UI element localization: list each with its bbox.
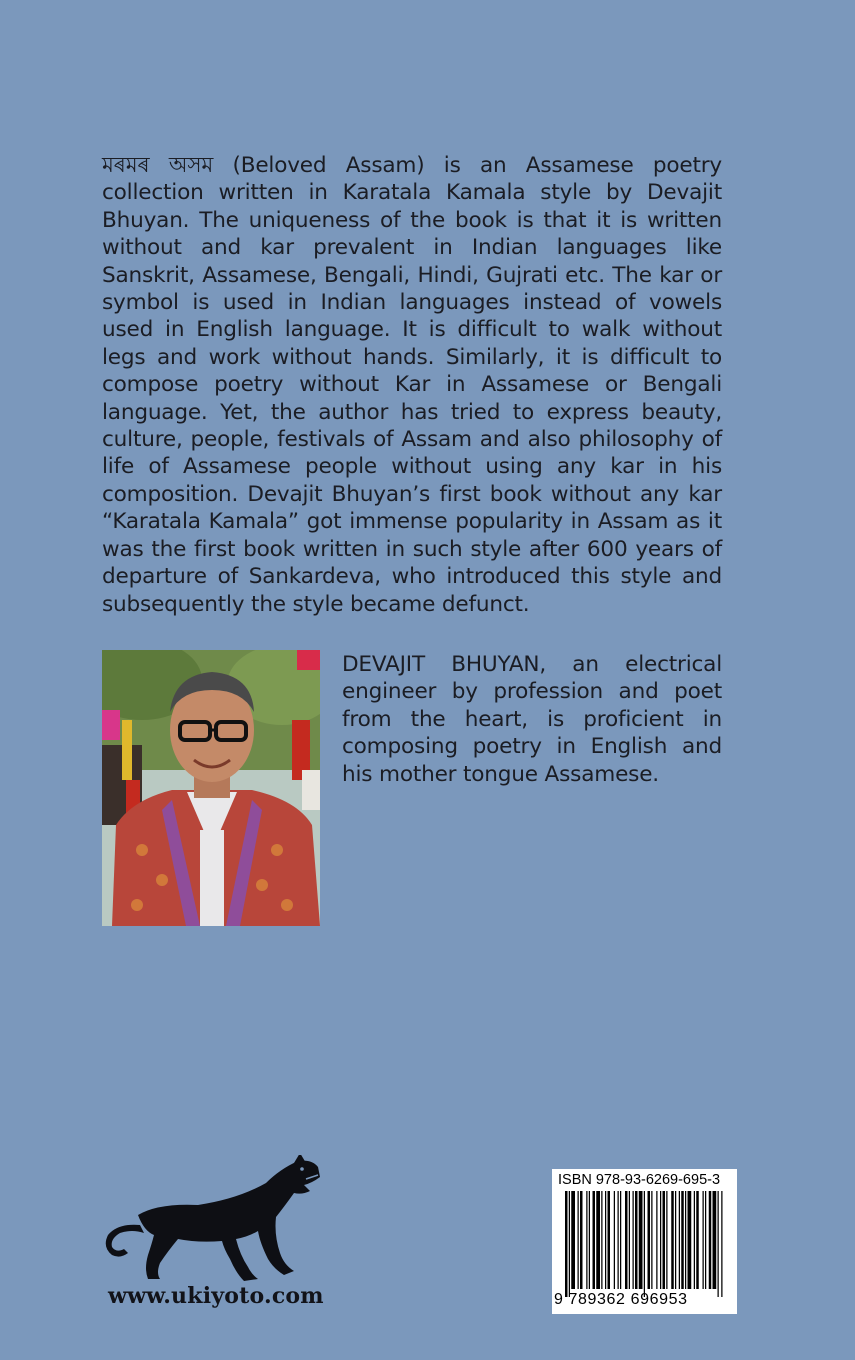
panther-icon: [98, 1155, 328, 1285]
barcode-bar: [666, 1191, 667, 1289]
barcode-bar: [620, 1191, 621, 1289]
barcode-bar: [593, 1191, 596, 1289]
barcode-bar: [644, 1191, 645, 1297]
barcode-bars: [565, 1191, 725, 1297]
barcode-bar: [648, 1191, 651, 1289]
barcode-bar: [589, 1191, 590, 1289]
barcode-bar: [601, 1191, 602, 1289]
barcode-bar: [605, 1191, 606, 1289]
barcode-bar: [718, 1191, 719, 1297]
barcode-bar: [633, 1191, 634, 1289]
barcode-bar: [681, 1191, 684, 1289]
isbn-label: ISBN 978-93-6269-695-3: [558, 1172, 721, 1188]
barcode-bar: [651, 1191, 652, 1289]
barcode-bar: [679, 1191, 680, 1289]
barcode-bar: [703, 1191, 704, 1289]
isbn-digits: 9 789362 696953: [554, 1291, 688, 1308]
book-description: মৰমৰ অসম (Beloved Assam) is an Assamese poetry collection written in Karatala Kamala style by Devajit Bhuyan. The uniqueness of the book is that it is written without and kar prevalent in Indian languages like Sanskrit, Assamese, Bengali, Hindi, Gujrati etc. The kar or symbol is used in Indian languages instead of vowels used in English language. It is difficult to walk without legs and work without hands. Similarly, it is difficult to compose poetry without Kar in Assamese or Bengali language. Yet, the author has tried to express beauty, culture, people, festivals of Assam and also philosophy of life of Assamese people without using any kar in his composition. Devajit Bhuyan’s first book without any kar “Karatala Kamala” got immense popularity in Assam as it was the first book written in such style after 600 years of departure of Sankardeva, who introduced this style and subsequently the style became defunct.: [102, 153, 722, 617]
barcode-bar: [675, 1191, 676, 1289]
isbn-barcode: [552, 1169, 737, 1314]
barcode-bar: [696, 1191, 699, 1289]
barcode-bar: [721, 1191, 722, 1297]
barcode-bar: [565, 1191, 568, 1297]
barcode-bar: [618, 1191, 619, 1289]
publisher-url[interactable]: www.ukiyoto.com: [108, 1283, 324, 1309]
barcode-bar: [580, 1191, 583, 1289]
barcode-bar: [705, 1191, 706, 1289]
barcode-bar: [663, 1191, 666, 1289]
barcode-bar: [635, 1191, 638, 1289]
barcode-bar: [660, 1191, 661, 1289]
barcode-bar: [586, 1191, 587, 1289]
barcode-bar: [596, 1191, 600, 1289]
barcode-bar: [709, 1191, 712, 1289]
barcode-bar: [625, 1191, 628, 1289]
barcode-bar: [671, 1191, 674, 1289]
barcode-bar: [713, 1191, 717, 1289]
barcode-bar: [639, 1191, 643, 1289]
barcode-bar: [688, 1191, 692, 1289]
barcode-bar: [694, 1191, 695, 1289]
barcode-bar: [571, 1191, 575, 1289]
barcode-bar: [578, 1191, 579, 1289]
barcode-bar: [614, 1191, 615, 1289]
barcode-bar: [569, 1191, 570, 1297]
author-bio: DEVAJIT BHUYAN, an electrical engineer by profession and poet from the heart, is proficient in composing poetry in English and his mother tongue Assamese.: [342, 652, 722, 787]
barcode-bar: [685, 1191, 686, 1289]
barcode-bar: [608, 1191, 611, 1289]
author-photo: [102, 650, 320, 926]
barcode-bar: [656, 1191, 657, 1289]
barcode-bar: [629, 1191, 630, 1289]
